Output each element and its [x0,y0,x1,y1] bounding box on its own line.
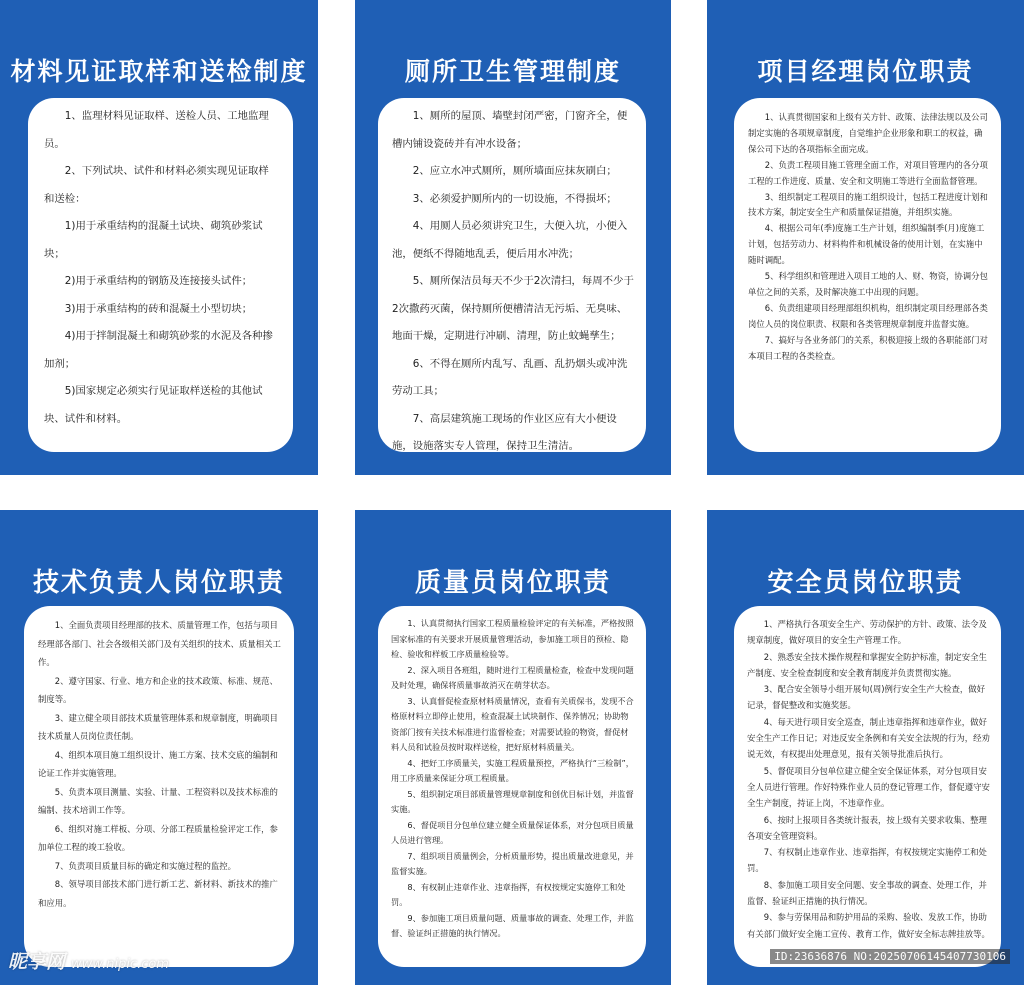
panel-project-manager-duties [707,0,1024,475]
rule-item: 4、根据公司年(季)度施工生产计划，组织编制季(月)度施工计划，包括劳动力、材料构件和机械设备的使用计划，在实施中随时调配。 [748,223,985,266]
watermark-logo: 昵享网 [8,951,66,973]
panel-text-card [734,606,1001,967]
rule-item: 5、组织制定项目部质量管理规章制度和创优目标计划，并监督实施。 [391,788,634,814]
panel-text-card [378,98,646,452]
rule-item: 5、厕所保洁员每天不少于2次清扫，每周不少于2次撒药灭菌，保持厕所便槽清洁无污垢、无臭味、地面干燥，定期进行冲刷、清理，防止蚊蝇孳生； [392,275,634,342]
rule-item: 4、把好工序质量关，实施工程质量预控，严格执行“三检制”，用工序质量来保证分项工程质量。 [391,757,634,783]
rule-item: 8、参加施工项目安全问题、安全事故的调查、处理工作，并监督、验证纠正措施的执行情况。 [747,879,987,907]
panel-title: 项目经理岗位职责 [757,57,974,86]
panel-technical-lead-duties [0,510,318,985]
panel-text-card [378,606,646,967]
rule-item: 6、不得在厕所内乱写、乱画、乱扔烟头或冲洗劳动工具； [392,357,628,397]
rule-item: 2、负责工程项目施工管理全面工作，对项目管理内的各分项工程的工作进度、质量、安全和文明施工等进行全面监督管理。 [748,159,988,186]
rule-item: 4、每天进行项目安全巡查，制止违章指挥和违章作业，做好安全生产工作日记；对违反安全条例和有关安全法规的行为，经劝说无效，有权提出处理意见，报有关领导批准后执行。 [747,716,990,760]
rule-item: 2)用于承重结构的钢筋及连接接头试件； [64,275,253,287]
site-watermark [8,947,169,974]
rule-item: 6、组织对施工样板、分项、分部工程质量检验评定工作，参加单位工程的竣工验收。 [38,823,278,852]
rule-item: 1、监理材料见证取样、送检人员、工地监理员。 [44,110,269,150]
rule-item: 2、应立水冲式厕所，厕所墙面应抹灰刷白； [412,165,617,177]
rule-item: 3、认真督促检查原材料质量情况，查看有关质保书，发现不合格原材料立即停止使用，检查混凝土试块制作、保养情况；协助物资部门按有关技术标准进行监督检查；对需要试验的物资，督促材料人员和试验员按时取样送检，把好原材料质量关。 [391,695,634,752]
rule-item: 8、有权制止违章作业、违章指挥，有权按规定实施停工和处罚。 [391,881,626,907]
rule-item: 1)用于承重结构的混凝土试块、砌筑砂浆试块； [44,220,263,260]
rule-item: 6、督促项目分包单位建立健全质量保证体系，对分包项目质量人员进行管理。 [391,819,634,845]
panel-title: 技术负责人岗位职责 [32,568,285,598]
rule-item: 9、参加施工项目质量问题、质量事故的调查、处理工作，并监督、验证纠正措施的执行情况。 [391,912,634,938]
rule-item: 7、高层建筑施工现场的作业区应有大小便设施，设施落实专人管理，保持卫生清洁。 [392,412,617,452]
rule-item: 4)用于拌制混凝土和砌筑砂浆的水泥及各种掺加剂； [44,330,273,370]
panel-title: 安全员岗位职责 [767,568,964,598]
rule-item: 7、搞好与各业务部门的关系，积极迎接上级的各职能部门对本项目工程的各类检查。 [748,334,988,361]
rule-item: 3、配合安全领导小组开展旬(周)例行安全生产大检查，做好记录，督促整改和实施奖惩。 [747,684,986,711]
rule-item: 8、领导项目部技术部门进行新工艺、新材料、新技术的推广和应用。 [38,879,278,908]
rule-item: 5、科学组织和管理进入项目工地的人、财、物资，协调分包单位之间的关系，及时解决施工中出现的问题。 [748,271,988,297]
panel-safety-officer-duties [707,510,1024,985]
rule-item: 1、认真贯彻执行国家工程质量检验评定的有关标准，严格按照国家标准的有关要求开展质量管理活动，参加施工项目的预检、隐检、验收和样板工序质量检验等。 [391,618,634,659]
rule-item: 6、按时上报项目各类统计报表，按上级有关要求收集、整理各项安全管理资料。 [747,814,987,841]
rule-item: 5、负责本项目测量、实验、计量、工程资料以及技术标准的编制、技术培训工作等。 [38,786,278,815]
panel-title: 厕所卫生管理制度 [404,57,621,86]
rule-item: 4、用厕人员必须讲究卫生，大便入坑，小便入池，便纸不得随地乱丢，便后用水冲洗； [392,220,628,260]
panel-title: 材料见证取样和送检制度 [10,57,308,86]
rule-item: 1、严格执行各项安全生产、劳动保护的方针、政策、法令及规章制度，做好项目的安全生产管理工作。 [747,619,987,646]
rule-item: 2、深入项目各班组，随时进行工程质量检查，检查中发现问题及时处理，确保将质量事故消灭在萌芽状态。 [391,664,634,690]
rule-item: 3、组织制定工程项目的施工组织设计，包括工程进度计划和技术方案，制定安全生产和质量保证措施，并组织实施。 [748,191,988,218]
rule-item: 2、熟悉安全技术操作规程和掌握安全防护标准，制定安全生产制度、安全检查制度和安全教育制度并负责贯彻实施。 [747,651,987,678]
rule-item: 1、全面负责项目经理部的技术、质量管理工作，包括与项目经理部各部门、社会各级相关部门及有关组织的技术、质量相关工作。 [38,620,281,667]
rule-item: 4、组织本项目施工组织设计、施工方案、技术交底的编制和论证工作并实施管理。 [38,749,278,778]
rule-item: 2、遵守国家、行业、地方和企业的技术政策、标准、规范、制度等。 [38,675,278,704]
panel-title: 质量员岗位职责 [414,568,611,598]
rule-item: 7、负责项目质量目标的确定和实施过程的监控。 [54,860,236,871]
rule-item: 1、厕所的屋顶、墙壁封闭严密，门窗齐全，便槽内铺设瓷砖并有冲水设备； [392,110,628,150]
rule-item: 7、有权制止违章作业、违章指挥，有权按规定实施停工和处罚。 [747,847,987,874]
rule-item: 1、认真贯彻国家和上级有关方针、政策、法律法规以及公司制定实施的各项规章制度，自觉维护企业形象和职工的权益，确保公司下达的各项指标全面完成。 [748,112,988,154]
rule-item: 3、建立健全项目部技术质量管理体系和规章制度，明确项目技术质量人员岗位责任制。 [38,712,278,741]
watermark-url: www.nipic.com [71,957,169,972]
panel-material-sampling [0,0,318,475]
rule-item: 5、督促项目分包单位建立健全安全保证体系，对分包项目安全人员进行管理。作好特殊作业人员的登记管理工作，督促遵守安全生产制度，持证上岗，不违章作业。 [747,765,990,809]
panel-toilet-hygiene [355,0,671,475]
rule-item: 5)国家规定必须实行见证取样送检的其他试块、试件和材料。 [44,385,263,425]
rule-item: 3、必须爱护厕所内的一切设施，不得损坏； [412,192,617,205]
rule-item: 6、负责组建项目经理部组织机构，组织制定项目经理部各类岗位人员的岗位职责、权限和各类管理规章制度并监督实施。 [748,302,988,329]
rule-item: 7、组织项目质量例会，分析质量形势，提出质量改进意见，并监督实施。 [391,850,634,876]
image-id-watermark: ID:23636876 NO:20250706145407730106 [770,949,1010,964]
panel-text-card [24,606,294,967]
panel-text-card [734,98,1001,452]
rule-item: 9、参与劳保用品和防护用品的采购、验收、发放工作，协助有关部门做好安全施工宣传、教育工作，做好安全标志牌挂放等。 [747,912,990,939]
rule-item: 2、下列试块、试件和材料必须实现见证取样和送检： [44,165,269,205]
rule-item: 3)用于承重结构的砖和混凝土小型切块； [64,302,253,315]
panel-text-card [28,98,293,452]
panel-quality-inspector-duties [355,510,671,985]
